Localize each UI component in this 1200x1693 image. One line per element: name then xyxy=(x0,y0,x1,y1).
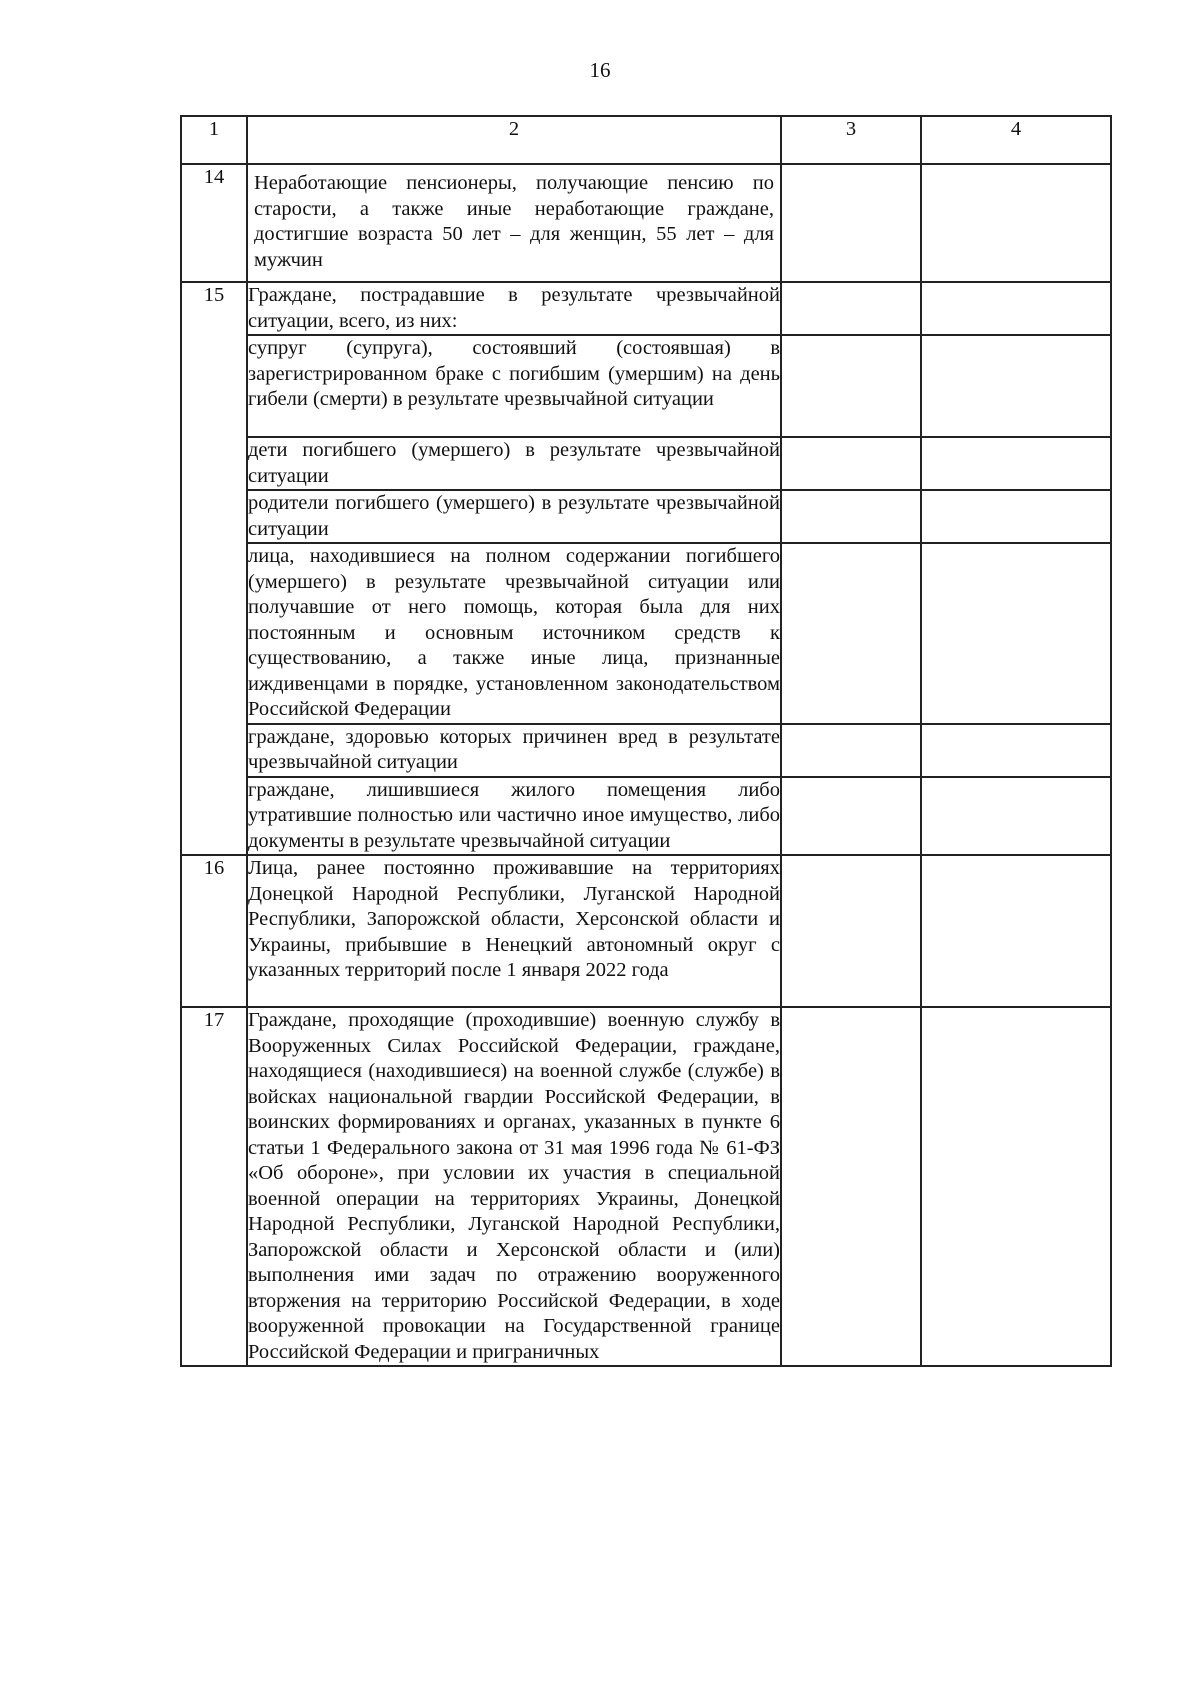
empty-cell xyxy=(781,855,921,1007)
empty-cell xyxy=(921,164,1111,282)
empty-cell xyxy=(781,490,921,543)
table-row-15-property xyxy=(181,777,1111,856)
table-header-row xyxy=(181,116,1111,164)
table-row-15-health xyxy=(181,724,1111,777)
empty-cell xyxy=(781,724,921,777)
table-row-15-parents xyxy=(181,490,1111,543)
page-number: 16 xyxy=(589,58,611,82)
row-description: дети погибшего (умершего) в результате чрезвычайной ситуации xyxy=(247,437,781,490)
row-description: Граждане, пострадавшие в результате чрезвычайной ситуации, всего, из них: xyxy=(247,282,781,335)
table-row-15-children xyxy=(181,437,1111,490)
table-row-15-dependents xyxy=(181,543,1111,724)
empty-cell xyxy=(781,282,921,335)
header-col-4: 4 xyxy=(921,116,1111,164)
row-number: 17 xyxy=(181,1007,247,1366)
row-description: Граждане, проходящие (проходившие) военную службу в Вооруженных Силах Российской Федерации, граждане, находящиеся (находившиеся) на военной службе (службе) в войсках национальной гвардии Российской Федерации, в воинских формированиях и органах, указанных в пункте 6 статьи 1 Федерального закона от 31 мая 1996 года № 61-ФЗ «Об обороне», при условии их участия в специальной военной операции на территориях Украины, Донецкой Народной Республики, Луганской Народной Республики, Запорожской области и Херсонской области и (или) выполнения ими задач по отражению вооруженного вторжения на территорию Российской Федерации, в ходе вооруженной провокации на Государственной границе Российской Федерации и приграничных xyxy=(247,1007,781,1366)
row-description: граждане, здоровью которых причинен вред в результате чрезвычайной ситуации xyxy=(247,724,781,777)
empty-cell xyxy=(781,335,921,437)
empty-cell xyxy=(921,437,1111,490)
table-row-15-spouse xyxy=(181,335,1111,437)
header-col-2: 2 xyxy=(247,116,781,164)
data-table xyxy=(180,115,1112,1367)
empty-cell xyxy=(781,164,921,282)
empty-cell xyxy=(781,1007,921,1366)
empty-cell xyxy=(781,543,921,724)
row-description: Лица, ранее постоянно проживавшие на территориях Донецкой Народной Республики, Луганской Народной Республики, Запорожской области, Херсонской области и Украины, прибывшие в Ненецкий автономный округ с указанных территорий после 1 января 2022 года xyxy=(247,855,781,1007)
empty-cell xyxy=(921,855,1111,1007)
table-row-17 xyxy=(181,1007,1111,1366)
empty-cell xyxy=(921,777,1111,856)
empty-cell xyxy=(921,282,1111,335)
row-description: лица, находившиеся на полном содержании погибшего (умершего) в результате чрезвычайной ситуации или получавшие от него помощь, которая была для них постоянным и основным источником средств к существованию, а также иные лица, признанные иждивенцами в порядке, установленном законодательством Российской Федерации xyxy=(247,543,781,724)
table-row-16 xyxy=(181,855,1111,1007)
row-description: родители погибшего (умершего) в результате чрезвычайной ситуации xyxy=(247,490,781,543)
row-description: супруг (супруга), состоявший (состоявшая) в зарегистрированном браке с погибшим (умершим) на день гибели (смерти) в результате чрезвычайной ситуации xyxy=(247,335,781,437)
empty-cell xyxy=(921,1007,1111,1366)
empty-cell xyxy=(781,437,921,490)
row-number: 16 xyxy=(181,855,247,1007)
row-description: граждане, лишившиеся жилого помещения либо утратившие полностью или частично иное имущество, либо документы в результате чрезвычайной ситуации xyxy=(247,777,781,856)
row-number: 14 xyxy=(181,164,247,282)
table-row-15-total xyxy=(181,282,1111,335)
header-col-1: 1 xyxy=(181,116,247,164)
row-number: 15 xyxy=(181,282,247,855)
empty-cell xyxy=(921,490,1111,543)
empty-cell xyxy=(921,543,1111,724)
table-row-14 xyxy=(181,164,1111,282)
empty-cell xyxy=(781,777,921,856)
row-description: Неработающие пенсионеры, получающие пенсию по старости, а также иные неработающие граждане, достигшие возраста 50 лет – для женщин, 55 лет – для мужчин xyxy=(247,164,781,282)
empty-cell xyxy=(921,724,1111,777)
header-col-3: 3 xyxy=(781,116,921,164)
empty-cell xyxy=(921,335,1111,437)
